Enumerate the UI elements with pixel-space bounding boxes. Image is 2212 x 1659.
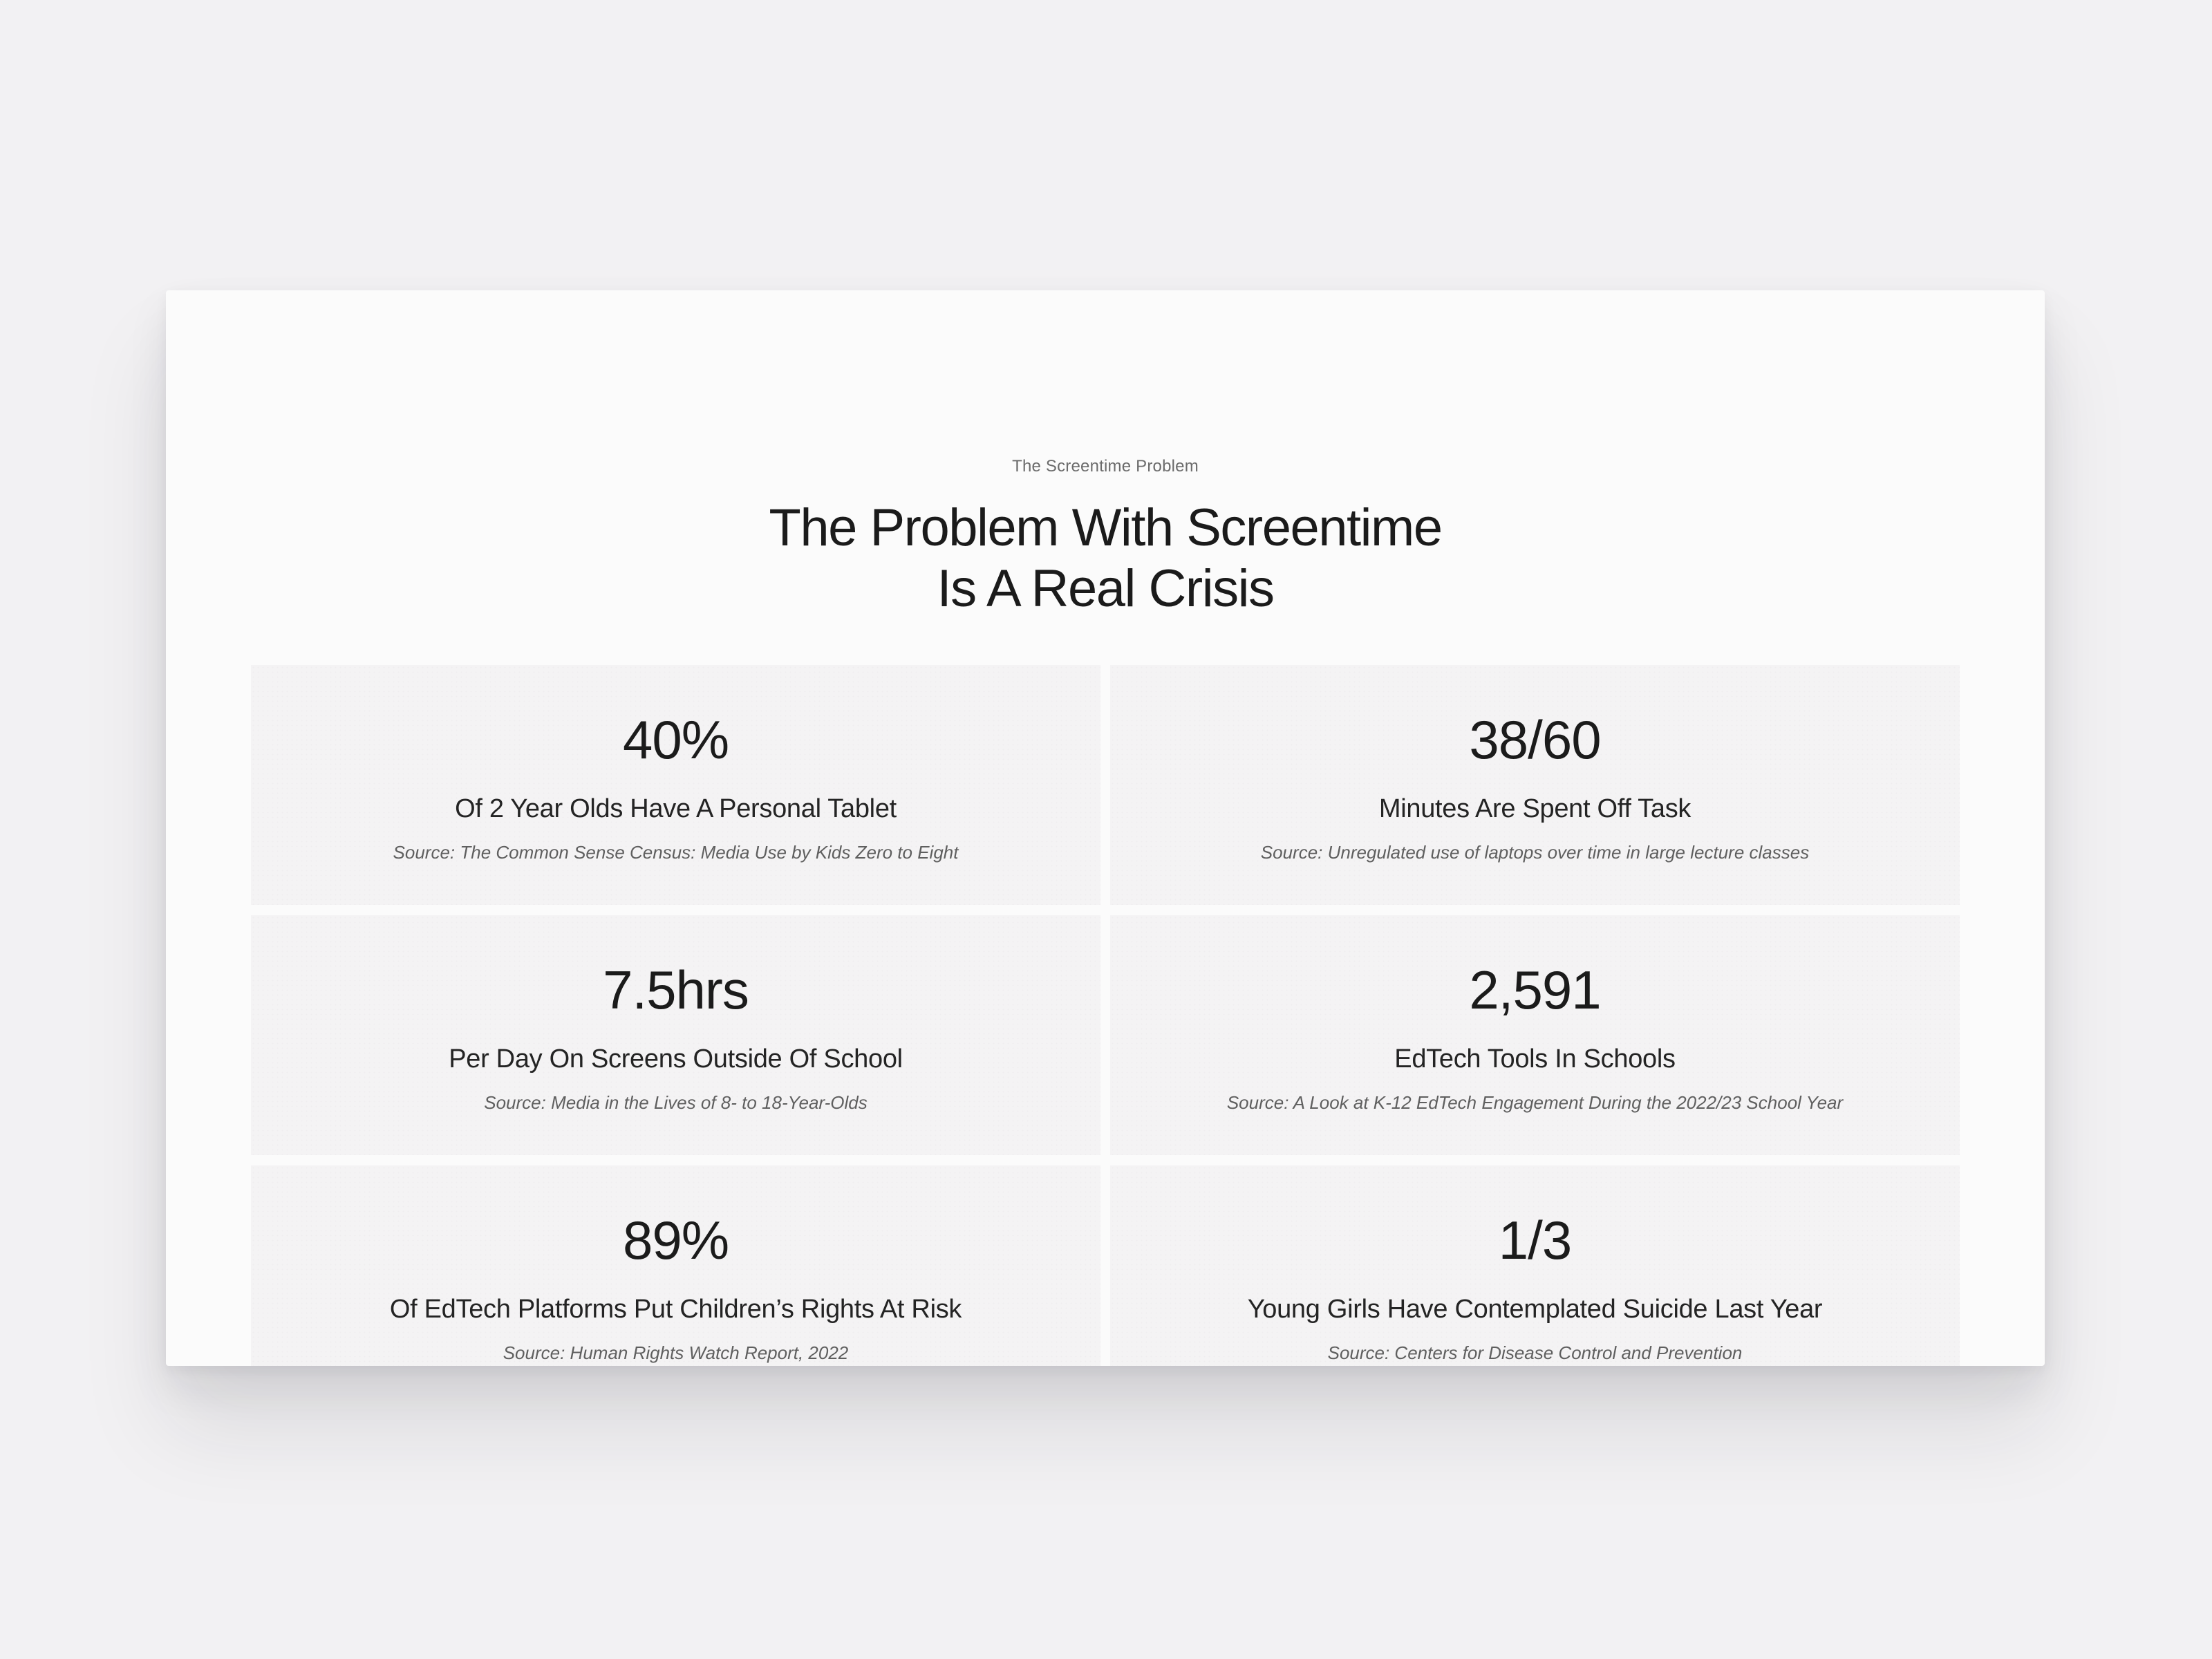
stat-label: Of EdTech Platforms Put Children’s Rights At Risk: [389, 1295, 962, 1324]
stat-value: 89%: [622, 1210, 729, 1271]
stat-value: 38/60: [1469, 709, 1601, 770]
stat-label: Minutes Are Spent Off Task: [1378, 794, 1691, 823]
stat-source: Source: Human Rights Watch Report, 2022: [503, 1342, 849, 1363]
stat-source: Source: A Look at K-12 EdTech Engagement During the 2022/23 School Year: [1226, 1092, 1844, 1113]
stat-value: 2,591: [1469, 959, 1601, 1020]
stat-label: Of 2 Year Olds Have A Personal Tablet: [455, 794, 897, 823]
stat-card-edtech-tools: [1110, 915, 1960, 1155]
stat-source: Source: Unregulated use of laptops over time in large lecture classes: [1260, 842, 1810, 863]
stat-label: Young Girls Have Contemplated Suicide Last Year: [1247, 1295, 1823, 1324]
stat-source: Source: Media in the Lives of 8- to 18-Year-Olds: [484, 1092, 868, 1113]
stats-grid: [251, 665, 1960, 1366]
stat-card-personal-tablet: [251, 665, 1100, 905]
eyebrow-label: The Screentime Problem: [1012, 457, 1199, 476]
page-title: [166, 498, 2045, 619]
page-title-line-2: Is A Real Crisis: [937, 559, 1274, 618]
page-title-line-1: The Problem With Screentime: [769, 498, 1442, 557]
stat-value: 7.5hrs: [603, 959, 749, 1020]
stat-label: EdTech Tools In Schools: [1394, 1044, 1676, 1074]
slide: [166, 290, 2045, 1366]
stat-value: 1/3: [1498, 1210, 1572, 1271]
stat-source: Source: Centers for Disease Control and Prevention: [1327, 1342, 1743, 1363]
stat-card-screens-per-day: [251, 915, 1100, 1155]
stat-card-off-task: [1110, 665, 1960, 905]
stat-label: Per Day On Screens Outside Of School: [449, 1044, 903, 1074]
stat-card-contemplated-suicide: [1110, 1165, 1960, 1366]
stat-value: 40%: [622, 709, 729, 770]
stat-card-childrens-rights: [251, 1165, 1100, 1366]
stat-source: Source: The Common Sense Census: Media Use by Kids Zero to Eight: [393, 842, 959, 863]
